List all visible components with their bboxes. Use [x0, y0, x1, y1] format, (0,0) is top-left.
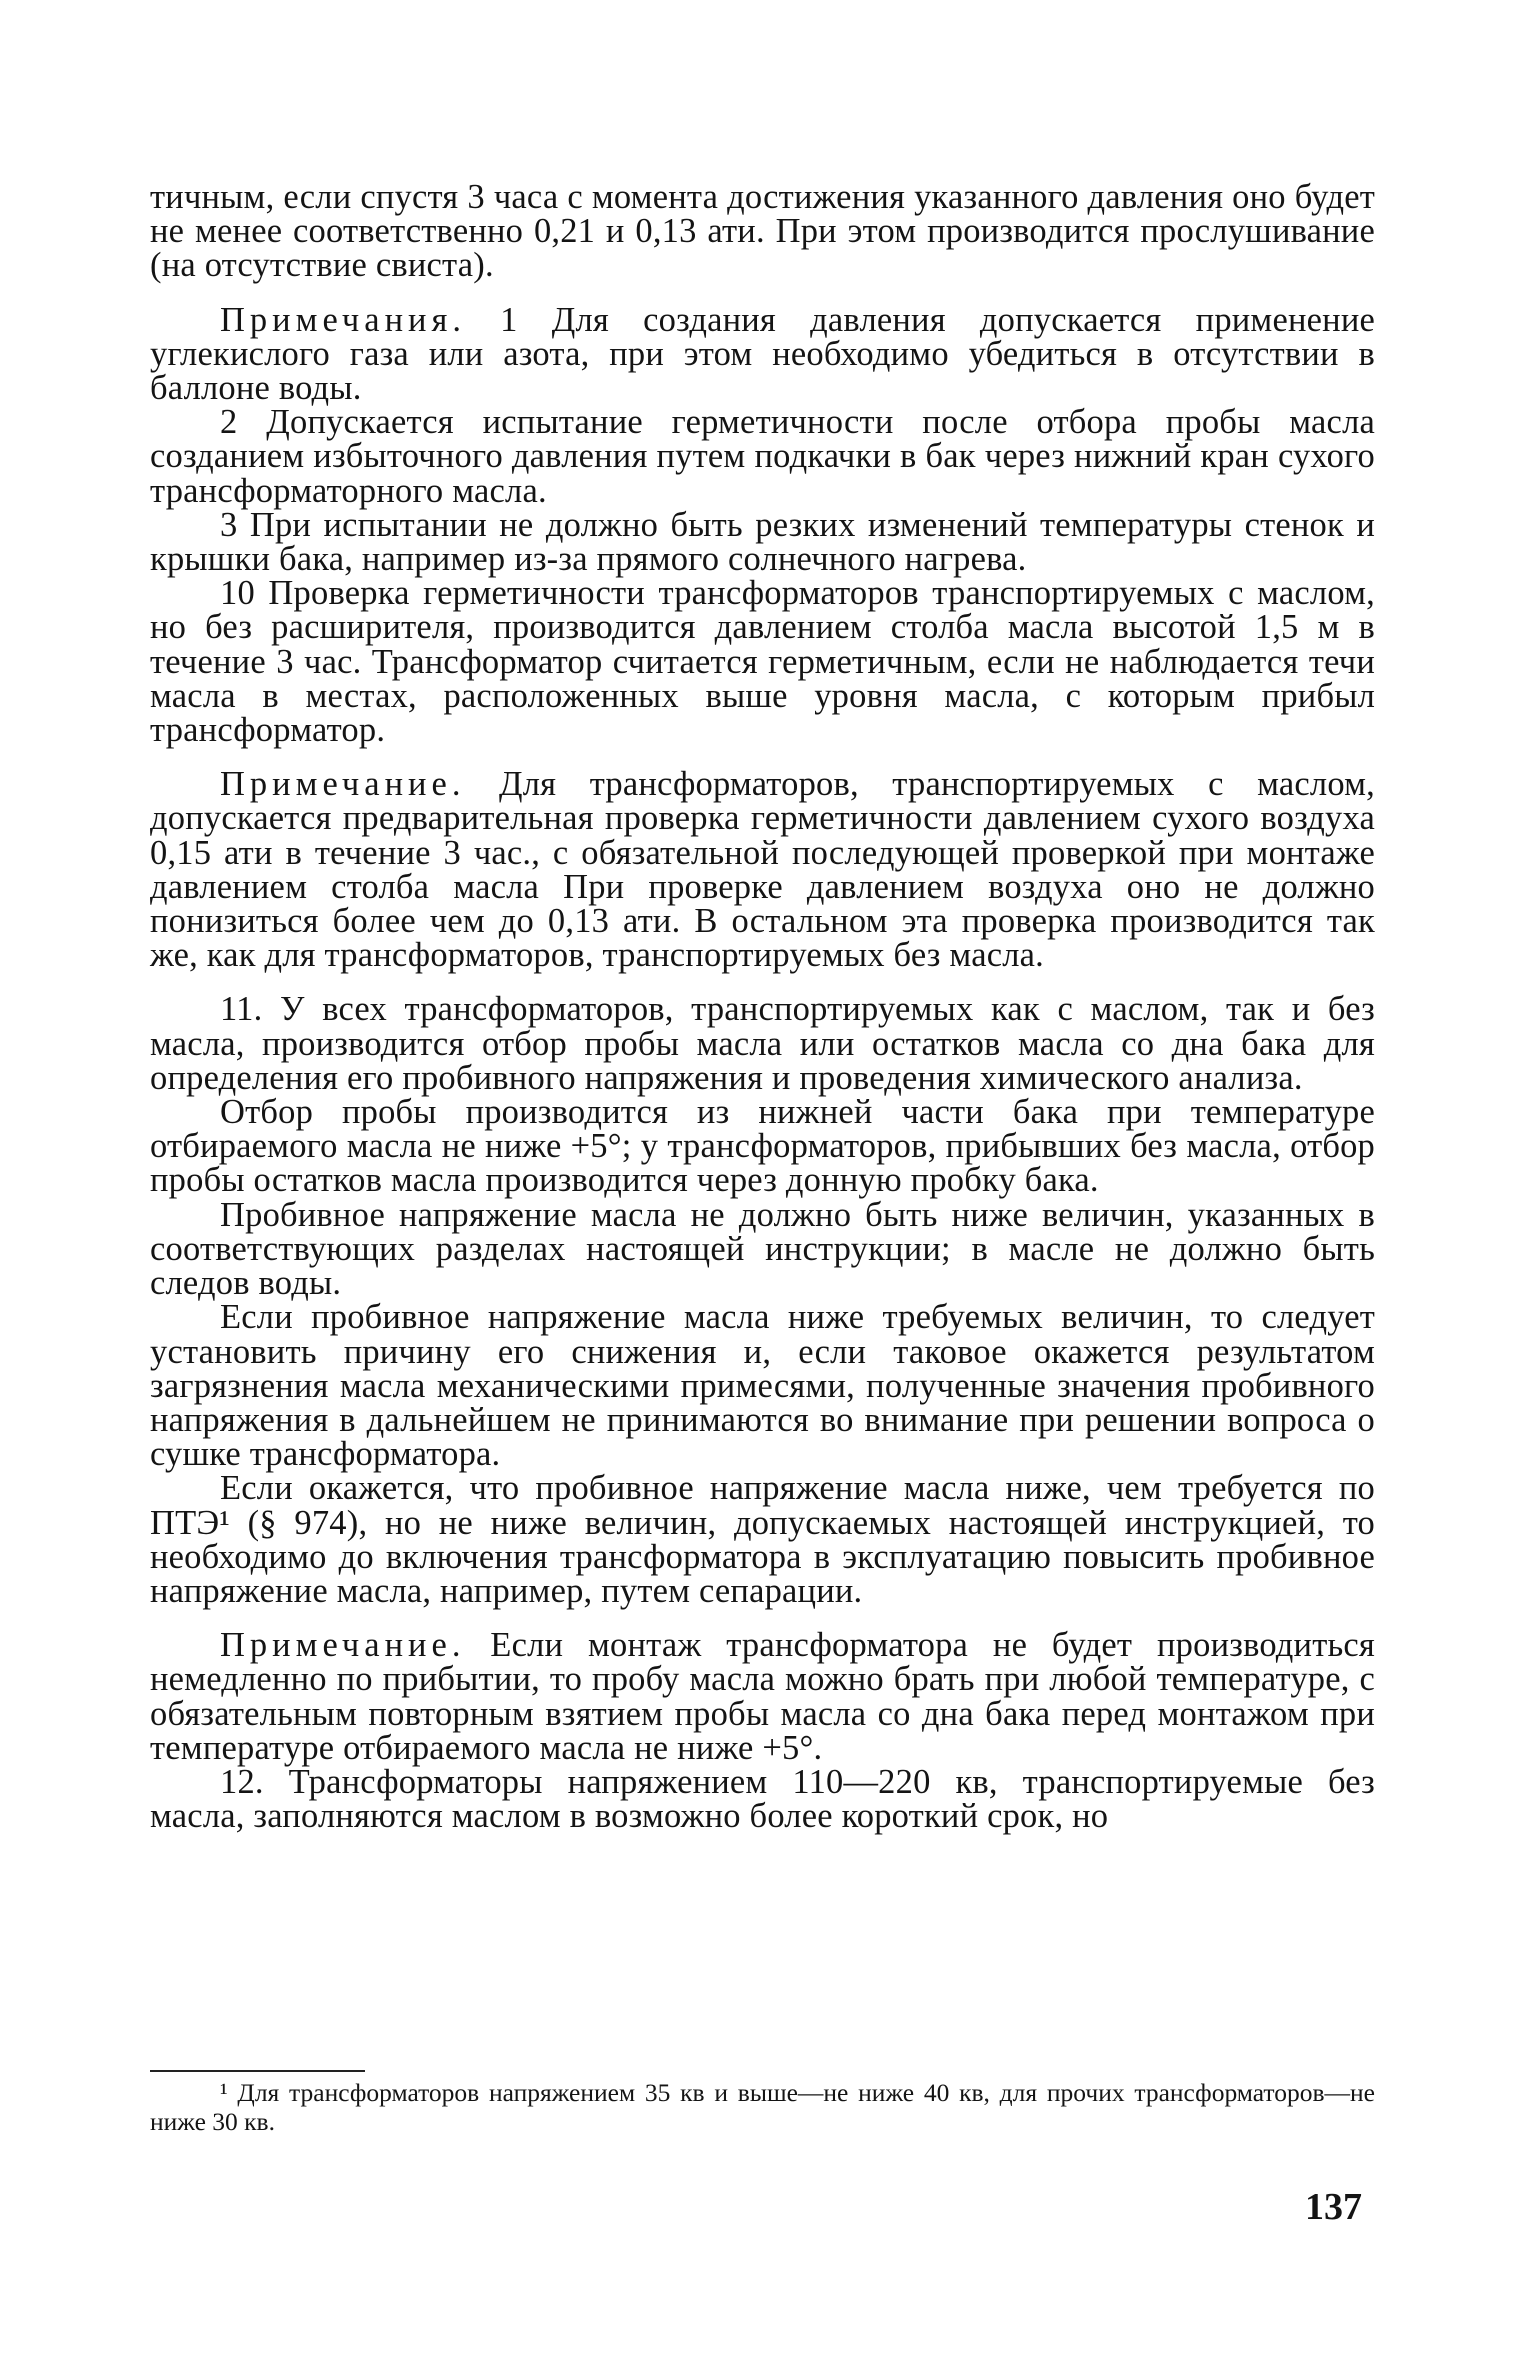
paragraph-item-12: 12. Трансформаторы напряжением 110—220 кв, транспортируемые без масла, заполняются маслом в возможно более короткий срок, но	[150, 1762, 1375, 1836]
paragraph-item-11: 11. У всех трансформаторов, транспортируемых как с маслом, так и без масла, производится отбор пробы масла или остатков масла со дна бака для определения его пробивного напряжения и проведения химического анализа.	[150, 990, 1375, 1097]
paragraph-sampling: Отбор пробы производится из нижней части бака при температуре отбираемого масла не ниже +5°; у трансформаторов, прибывших без масла, отбор пробы остатков масла производится через донную пробку бака.	[150, 1093, 1375, 1200]
paragraph-note-3: 3 При испытании не должно быть резких изменений температуры стенок и крышки бака, например из-за прямого солнечного нагрева.	[150, 505, 1375, 579]
paragraph-low-voltage: Если пробивное напряжение масла ниже требуемых величин, то следует установить причину его снижения и, если таковое окажется результатом загрязнения масла механическими примесями, полученные значения пробивного напряжения в дальнейшем не принимаются во внимание при решении вопроса о сушке трансформатора.	[150, 1298, 1375, 1474]
paragraph-note-item-10	[150, 765, 1375, 975]
note-text: 1 Для создания давления допускается применение углекислого газа или азота, при этом необходимо убедиться в отсутствии в баллоне воды.	[150, 300, 1375, 408]
note-text: Если монтаж трансформатора не будет производиться немедленно по прибытии, то пробу масла можно брать при любой температуре, с обязательным повторным взятием пробы масла со дна бака перед монтажом при температуре отбираемого масла не ниже +5°.	[150, 1626, 1375, 1767]
paragraph-item-10: 10 Проверка герметичности трансформаторов транспортируемых с маслом, но без расширителя, производится давлением столба масла высотой 1,5 м в течение 3 час. Трансформатор считается герметичным, если не наблюдается течи масла в местах, расположенных выше уровня масла, с которым прибыл трансформатор.	[150, 574, 1375, 750]
paragraph-breakdown-voltage: Пробивное напряжение масла не должно быть ниже величин, указанных в соответствующих разделах настоящей инструкции; в масле не должно быть следов воды.	[150, 1195, 1375, 1303]
paragraph-note-2: 2 Допускается испытание герметичности после отбора пробы маслa созданием избыточного давления путем подкачки в бак через нижний кран сухого трансформаторного масла.	[150, 403, 1375, 510]
footnote-divider	[150, 2070, 365, 2072]
note-text: Для трансформаторов, транспортируемых с маслом, допускается предварительная проверка герметичности давлением сухого воздуха 0,15 ати в течение 3 час., с обязательной последующей проверкой при монтаже давлением столба масла При проверке давлением воздуха оно не должно понизиться более чем до 0,13 ати. В остальном эта проверка производится так же, как для трансформаторов, транспортируемых без масла.	[150, 765, 1375, 975]
paragraph-continuation: тичным, если спустя 3 часа с момента достижения указанного давления оно будет не менее соответственно 0,21 и 0,13 ати. При этом производится прослушивание (на отсутствие свиста).	[150, 178, 1375, 285]
paragraph-notes-1	[150, 300, 1375, 408]
page-body	[150, 178, 1375, 1836]
page-number: 137	[1305, 2186, 1362, 2228]
footnote	[150, 2078, 1375, 2136]
note-lead: Примечания.	[220, 300, 466, 339]
note-lead: Примечание.	[220, 765, 466, 804]
paragraph-note-item-11	[150, 1628, 1375, 1765]
paragraph-pte: Если окажется, что пробивное напряжение масла ниже, чем требуется по ПТЭ¹ (§ 974), но не ниже величин, допускаемых настоящей инструкцией, то необходимо до включения трансформатора в эксплуатацию повысить пробивное напряжение масла, например, путем сепарации.	[150, 1469, 1375, 1610]
footnote-text: ¹ Для трансформаторов напряжением 35 кв и выше—не ниже 40 кв, для прочих трансформаторов—не ниже 30 кв.	[150, 2078, 1375, 2136]
note-lead: Примечание.	[220, 1626, 466, 1665]
